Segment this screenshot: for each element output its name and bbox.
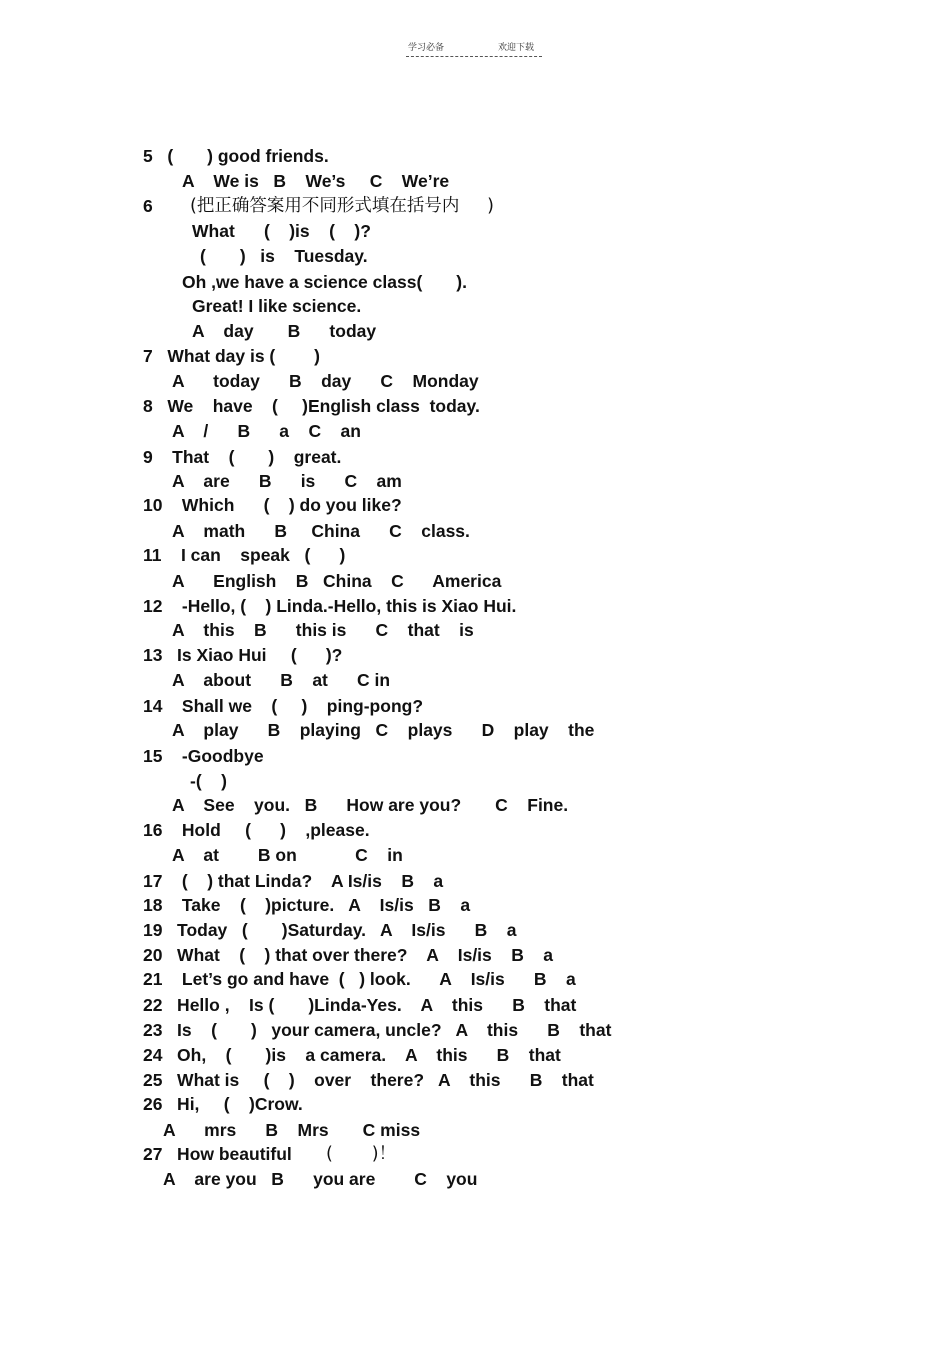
options-26: A mrs B Mrs C miss (163, 1120, 421, 1140)
options-8: A / B a C an (172, 421, 361, 441)
question-8: 8 We have ( )English class today. (143, 396, 480, 416)
question-12: 12 -Hello, ( ) Linda.-Hello, this is Xiao Hui. (143, 596, 517, 616)
options-6: A day B today (192, 321, 377, 341)
options-10: A math B China C class. (172, 521, 470, 541)
question-22: 22 Hello , Is ( )Linda-Yes. A this B that (143, 995, 577, 1015)
question-15-reply: -( ) (190, 771, 227, 791)
question-6-line-2: ( ) is Tuesday. (200, 246, 368, 266)
question-27-blank: ( )！ (326, 1144, 397, 1164)
question-6-instruction: (把正确答案用不同形式填在括号内 ) (190, 196, 494, 216)
question-16: 16 Hold ( ) ,please. (143, 820, 370, 840)
question-24: 24 Oh, ( )is a camera. A this B that (143, 1045, 561, 1065)
question-23: 23 Is ( ) your camera, uncle? A this B that (143, 1020, 612, 1040)
question-18: 18 Take ( )picture. A Is/is B a (143, 895, 471, 915)
options-5: A We is B We’s C We’re (182, 171, 450, 191)
options-12: A this B this is C that is (172, 620, 474, 640)
question-10: 10 Which ( ) do you like? (143, 495, 402, 515)
options-9: A are B is C am (172, 471, 402, 491)
question-5: 5 ( ) good friends. (143, 146, 329, 166)
question-25: 25 What is ( ) over there? A this B that (143, 1070, 594, 1090)
question-26: 26 Hi, ( )Crow. (143, 1094, 303, 1114)
options-14: A play B playing C plays D play the (172, 720, 595, 740)
options-13: A about B at C in (172, 670, 391, 690)
question-11: 11 I can speak ( ) (143, 545, 346, 565)
question-19: 19 Today ( )Saturday. A Is/is B a (143, 920, 517, 940)
question-6-line-4: Great! I like science. (192, 296, 362, 316)
question-14: 14 Shall we ( ) ping-pong? (143, 696, 424, 716)
page-header (406, 38, 542, 57)
options-11: A English B China C America (172, 571, 502, 591)
options-7: A today B day C Monday (172, 371, 479, 391)
question-15: 15 -Goodbye (143, 746, 264, 766)
question-6-line-3: Oh ,we have a science class( ). (182, 272, 467, 292)
question-7: 7 What day is ( ) (143, 346, 320, 366)
question-27: 27 How beautiful (143, 1144, 292, 1164)
options-16: A at B on C in (172, 845, 403, 865)
options-27: A are you B you are C you (163, 1169, 478, 1189)
question-17: 17 ( ) that Linda? A Is/is B a (143, 871, 444, 891)
question-21: 21 Let’s go and have ( ) look. A Is/is B a (143, 969, 576, 989)
question-9: 9 That ( ) great. (143, 447, 342, 467)
header-right-text: 欢迎下载 (498, 43, 535, 53)
options-15: A See you. B How are you? C Fine. (172, 795, 569, 815)
question-20: 20 What ( ) that over there? A Is/is B a (143, 945, 554, 965)
question-13: 13 Is Xiao Hui ( )? (143, 645, 343, 665)
question-6-line-1: What ( )is ( )? (192, 221, 371, 241)
question-6-number: 6 (143, 196, 153, 216)
header-left-text: 学习必备 (408, 43, 445, 53)
